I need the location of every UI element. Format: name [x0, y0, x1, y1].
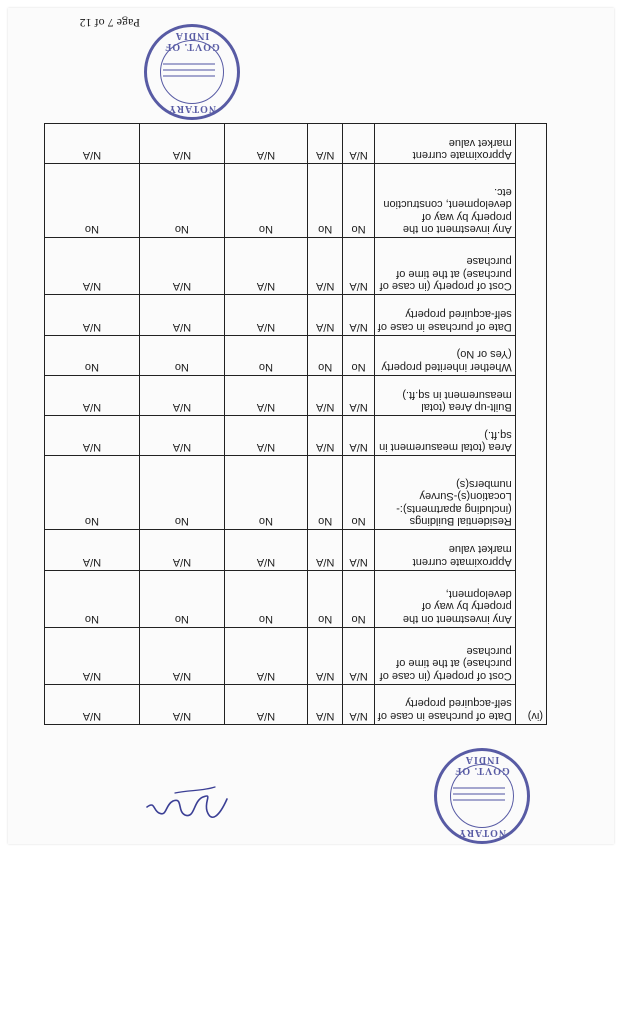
table-row	[45, 335, 547, 375]
signature-stroke	[175, 787, 215, 793]
page-number: Page 7 of 12	[79, 16, 140, 30]
value-cell: N/A	[307, 238, 343, 295]
section-number: (iv)	[515, 124, 546, 725]
table-row	[45, 456, 547, 530]
stamp-bottom-text: GOVT. OF INDIA	[164, 30, 220, 52]
stamp-bottom-text: GOVT. OF INDIA	[454, 754, 510, 776]
table-row	[45, 295, 547, 335]
value-cell: No	[45, 456, 140, 530]
value-cell: No	[139, 456, 224, 530]
value-cell: N/A	[224, 238, 307, 295]
value-cell: N/A	[139, 238, 224, 295]
row-label: Built-up Area (total measurement in sq.ft.)	[374, 375, 515, 415]
signature-stroke	[147, 796, 227, 817]
value-cell: No	[45, 570, 140, 627]
notary-stamp	[434, 748, 530, 844]
value-cell: N/A	[224, 530, 307, 570]
value-cell: N/A	[45, 627, 140, 684]
property-table	[44, 123, 547, 725]
value-cell: No	[224, 164, 307, 238]
row-label: Approximate current market value	[374, 530, 515, 570]
value-cell: No	[343, 570, 374, 627]
value-cell: No	[224, 456, 307, 530]
table-row	[45, 627, 547, 684]
value-cell: N/A	[139, 627, 224, 684]
value-cell: N/A	[343, 530, 374, 570]
value-cell: N/A	[45, 375, 140, 415]
value-cell: No	[307, 456, 343, 530]
table-row	[45, 684, 547, 724]
value-cell: N/A	[139, 375, 224, 415]
row-label: Whether inherited property (Yes or No)	[374, 335, 515, 375]
value-cell: No	[139, 164, 224, 238]
value-cell: N/A	[139, 124, 224, 164]
value-cell: No	[307, 164, 343, 238]
value-cell: N/A	[224, 295, 307, 335]
table-row	[45, 530, 547, 570]
value-cell: N/A	[307, 530, 343, 570]
value-cell: N/A	[45, 124, 140, 164]
table-row	[45, 416, 547, 456]
value-cell: N/A	[343, 124, 374, 164]
value-cell: No	[307, 335, 343, 375]
notary-stamp	[144, 24, 240, 120]
value-cell: N/A	[343, 295, 374, 335]
value-cell: No	[139, 570, 224, 627]
value-cell: N/A	[343, 416, 374, 456]
table-row	[45, 124, 547, 164]
table-row	[45, 570, 547, 627]
stamp-inner-text	[163, 57, 215, 81]
declaration-table	[44, 123, 547, 725]
value-cell: N/A	[139, 295, 224, 335]
value-cell: No	[45, 164, 140, 238]
value-cell: N/A	[307, 295, 343, 335]
table-row	[45, 164, 547, 238]
row-label: Approximate current market value	[374, 124, 515, 164]
value-cell: N/A	[307, 124, 343, 164]
value-cell: N/A	[343, 238, 374, 295]
value-cell: No	[224, 335, 307, 375]
value-cell: N/A	[224, 627, 307, 684]
value-cell: N/A	[307, 375, 343, 415]
value-cell: N/A	[224, 124, 307, 164]
value-cell: N/A	[224, 684, 307, 724]
row-label: Area (total measurement in sq.ft.)	[374, 416, 515, 456]
table-row	[45, 375, 547, 415]
value-cell: No	[224, 570, 307, 627]
value-cell: N/A	[343, 627, 374, 684]
row-label: Cost of property (in case of purchase) at the time of purchase	[374, 627, 515, 684]
value-cell: N/A	[45, 684, 140, 724]
value-cell: N/A	[139, 530, 224, 570]
value-cell: N/A	[139, 416, 224, 456]
value-cell: N/A	[45, 238, 140, 295]
row-label: Date of purchase in case of self-acquired property	[374, 295, 515, 335]
value-cell: N/A	[45, 530, 140, 570]
row-label: Cost of property (in case of purchase) at the time of purchase	[374, 238, 515, 295]
stamp-inner-text	[453, 781, 505, 805]
value-cell: No	[139, 335, 224, 375]
row-label: Any investment on the property by way of development, construction etc.	[374, 164, 515, 238]
row-label: Date of purchase in case of self-acquired property	[374, 684, 515, 724]
value-cell: N/A	[343, 684, 374, 724]
stamp-top-text: NOTARY	[167, 103, 217, 114]
value-cell: N/A	[307, 684, 343, 724]
value-cell: N/A	[343, 375, 374, 415]
value-cell: No	[45, 335, 140, 375]
value-cell: N/A	[224, 375, 307, 415]
value-cell: N/A	[307, 416, 343, 456]
row-label: Residential Buildings (including apartments):- Location(s)-Survey numbers(s)	[374, 456, 515, 530]
stamp-top-text: NOTARY	[457, 827, 507, 838]
page-content-rotated	[8, 8, 614, 844]
handwritten-signature	[143, 777, 233, 837]
value-cell: No	[343, 335, 374, 375]
value-cell: No	[307, 570, 343, 627]
value-cell: No	[343, 456, 374, 530]
value-cell: No	[343, 164, 374, 238]
value-cell: N/A	[45, 416, 140, 456]
value-cell: N/A	[45, 295, 140, 335]
row-label: Any investment on the property by way of development,	[374, 570, 515, 627]
value-cell: N/A	[307, 627, 343, 684]
table-row	[45, 238, 547, 295]
value-cell: N/A	[139, 684, 224, 724]
scanned-page	[8, 8, 614, 844]
value-cell: N/A	[224, 416, 307, 456]
